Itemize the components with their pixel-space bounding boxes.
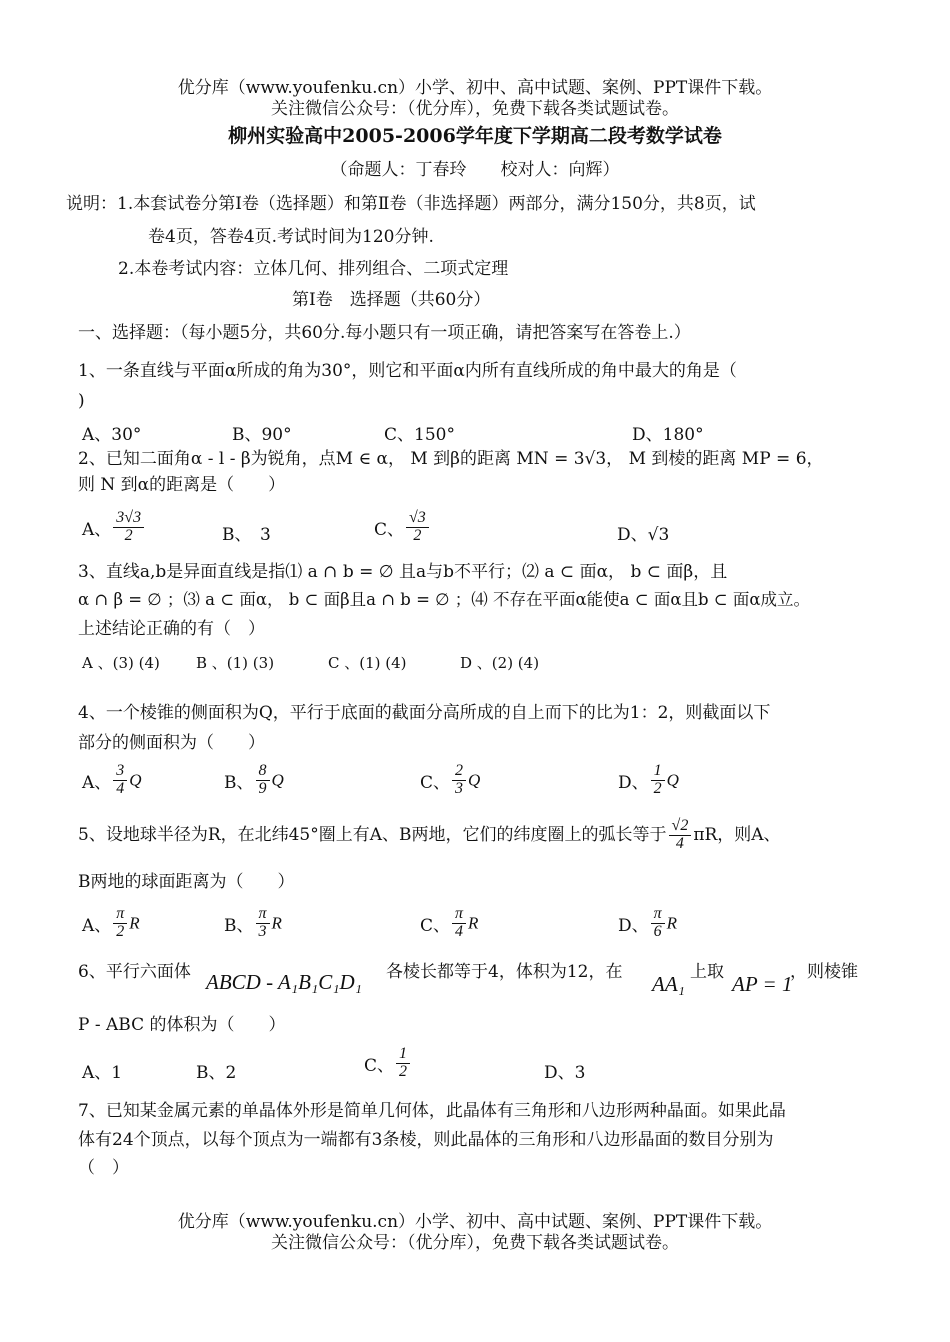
q2-option-a-fraction: $\frac{3√3}{2}$ bbox=[113, 510, 144, 545]
q5-stem-part1: 5、设地球半径为R，在北纬45°圈上有A、B两地，它们的纬度圈上的弧长等于 bbox=[78, 825, 667, 846]
q6-edge: AA₁ bbox=[652, 972, 685, 996]
q4-option-d-label: D、 bbox=[618, 772, 649, 793]
q4-stem-cont: 部分的侧面积为（ ） bbox=[78, 733, 265, 753]
q5-option-a-label: A、 bbox=[82, 915, 112, 936]
q2-option-c-fraction: $\frac{√3}{2}$ bbox=[406, 510, 429, 545]
q6-stem-part4: ，则棱锥 bbox=[790, 962, 858, 982]
q6-option-c-fraction: $\frac{1}{2}$ bbox=[396, 1046, 410, 1081]
q5-option-a-fraction: $\frac{\pi}{2}$ bbox=[113, 906, 127, 941]
q4-option-c-label: C、 bbox=[420, 772, 451, 793]
q7-stem: 7、已知某金属元素的单晶体外形是简单几何体，此晶体有三角形和八边形两种晶面。如果此晶 bbox=[78, 1101, 786, 1121]
q2-option-a-label: A、 bbox=[82, 519, 112, 540]
q3-option-c: C 、(1) (4) bbox=[328, 654, 407, 672]
q4-option-d bbox=[618, 763, 679, 798]
q5-option-a-var: R bbox=[129, 913, 140, 933]
q3-option-b: B 、(1) (3) bbox=[196, 654, 275, 672]
q5-option-d-label: D、 bbox=[618, 915, 649, 936]
q5-option-c-label: C、 bbox=[420, 915, 451, 936]
q4-option-a bbox=[82, 763, 142, 798]
q4-option-b-label: B、 bbox=[224, 772, 254, 793]
q6-option-b: B、2 bbox=[196, 1063, 237, 1083]
q7-stem-cont: 体有24个顶点，以每个顶点为一端都有3条棱，则此晶体的三角形和八边形晶面的数目分别为 bbox=[78, 1130, 774, 1150]
q1-stem-cont: ) bbox=[78, 391, 85, 411]
q5-option-d-fraction: $\frac{\pi}{6}$ bbox=[651, 906, 665, 941]
header-line-1: 优分库（www.youfenku.cn）小学、初中、高中试题、案例、PPT课件下载。 bbox=[177, 78, 773, 98]
q5-option-b bbox=[224, 906, 282, 941]
note-1a: 说明：1.本套试卷分第Ⅰ卷（选择题）和第Ⅱ卷（非选择题）两部分，满分150分，共8页，试 bbox=[66, 194, 756, 214]
note-2: 2.本卷考试内容：立体几何、排列组合、二项式定理 bbox=[118, 259, 509, 279]
q6-stem-part3: 上取 bbox=[690, 962, 724, 982]
q5-option-b-fraction: $\frac{\pi}{3}$ bbox=[256, 906, 270, 941]
q1-stem: 1、一条直线与平面α所成的角为30°，则它和平面α内所有直线所成的角中最大的角是（ bbox=[78, 361, 737, 381]
q7-stem-cont-2: （ ） bbox=[78, 1158, 129, 1178]
footer-line-1: 优分库（www.youfenku.cn）小学、初中、高中试题、案例、PPT课件下载。 bbox=[177, 1212, 773, 1232]
exam-authors: （命题人：丁春玲 校对人：向辉） bbox=[330, 160, 620, 180]
q6-option-c bbox=[364, 1046, 412, 1081]
section-heading: 第Ⅰ卷 选择题（共60分） bbox=[292, 290, 491, 310]
q2-stem-cont: 则 N 到α的距离是（ ） bbox=[78, 475, 286, 495]
part-heading: 一、选择题：（每小题5分，共60分.每小题只有一项正确，请把答案写在答卷上.） bbox=[78, 323, 691, 343]
header-line-2: 关注微信公众号：（优分库），免费下载各类试题试卷。 bbox=[271, 99, 679, 119]
q1-option-a: A、30° bbox=[82, 425, 142, 445]
q5-option-d-var: R bbox=[666, 913, 678, 933]
q4-option-d-fraction: $\frac{1}{2}$ bbox=[651, 763, 665, 798]
q3-stem-cont: α ∩ β = ∅ ；⑶ a ⊂ 面α， b ⊂ 面β且a ∩ b = ∅ ；⑷ 不存在平面α能使a ⊂ 面α且b ⊂ 面α成立。 bbox=[78, 590, 810, 609]
footer-line-2: 关注微信公众号：（优分库），免费下载各类试题试卷。 bbox=[271, 1233, 679, 1253]
q6-option-d: D、3 bbox=[544, 1063, 586, 1083]
q2-option-c bbox=[374, 510, 431, 545]
q6-stem-cont: P - ABC 的体积为（ ） bbox=[78, 1015, 286, 1035]
q1-option-c: C、150° bbox=[384, 425, 455, 445]
q2-option-c-label: C、 bbox=[374, 519, 405, 540]
q5-option-c bbox=[420, 906, 478, 941]
q5-option-c-var: R bbox=[468, 913, 479, 933]
q6-option-a: A、1 bbox=[82, 1063, 123, 1083]
note-1b: 卷4页，答卷4页.考试时间为120分钟. bbox=[148, 227, 434, 247]
q5-stem bbox=[78, 818, 781, 853]
q2-option-b: B、 3 bbox=[222, 525, 271, 545]
q5-option-b-label: B、 bbox=[224, 915, 254, 936]
q3-option-d: D 、(2) (4) bbox=[460, 654, 540, 672]
q2-option-d: D、√3 bbox=[617, 525, 670, 545]
q6-ap: AP = 1 bbox=[732, 972, 793, 996]
q6-stem-part1: 6、平行六面体 bbox=[78, 962, 191, 982]
q4-option-a-var: Q bbox=[129, 770, 142, 790]
q4-option-b-var: Q bbox=[271, 770, 284, 790]
q4-stem: 4、一个棱锥的侧面积为Q，平行于底面的截面分高所成的自上而下的比为1：2，则截面以下 bbox=[78, 703, 771, 723]
q2-option-a bbox=[82, 510, 146, 545]
q3-stem: 3、直线a,b是异面直线是指⑴ a ∩ b = ∅ 且a与b不平行；⑵ a ⊂ 面α， b ⊂ 面β，且 bbox=[78, 562, 728, 582]
q5-stem-cont: B两地的球面距离为（ ） bbox=[78, 872, 295, 892]
q4-option-a-label: A、 bbox=[82, 772, 112, 793]
q3-stem-cont-2: 上述结论正确的有（ ） bbox=[78, 619, 265, 639]
q1-option-d: D、180° bbox=[632, 425, 704, 445]
q4-option-c-fraction: $\frac{2}{3}$ bbox=[452, 763, 466, 798]
q5-arc-fraction: $\frac{√2}{4}$ bbox=[669, 818, 692, 853]
q2-stem: 2、已知二面角α - l - β为锐角，点M ∈ α， M 到β的距离 MN = 3√3， M 到棱的距离 MP = 6， bbox=[78, 449, 824, 469]
q3-option-a: A 、(3) (4) bbox=[82, 654, 160, 672]
q4-option-c bbox=[420, 763, 480, 798]
q6-solid: ABCD - A₁B₁C₁D₁ bbox=[206, 970, 362, 994]
exam-title: 柳州实验高中2005-2006学年度下学期高二段考数学试卷 bbox=[228, 125, 722, 147]
q4-option-d-var: Q bbox=[666, 770, 679, 790]
q1-option-b: B、90° bbox=[232, 425, 292, 445]
q6-stem-part2: 各棱长都等于4，体积为12，在 bbox=[386, 962, 623, 982]
q4-option-a-fraction: $\frac{3}{4}$ bbox=[113, 763, 127, 798]
q5-option-a bbox=[82, 906, 140, 941]
q4-option-b-fraction: $\frac{8}{9}$ bbox=[256, 763, 270, 798]
q6-option-c-label: C、 bbox=[364, 1055, 395, 1076]
q4-option-b bbox=[224, 763, 284, 798]
q4-option-c-var: Q bbox=[468, 770, 481, 790]
q5-option-b-var: R bbox=[271, 913, 282, 933]
q5-stem-part2: πR，则A、 bbox=[693, 825, 781, 846]
q5-option-d bbox=[618, 906, 677, 941]
q5-option-c-fraction: $\frac{\pi}{4}$ bbox=[452, 906, 466, 941]
